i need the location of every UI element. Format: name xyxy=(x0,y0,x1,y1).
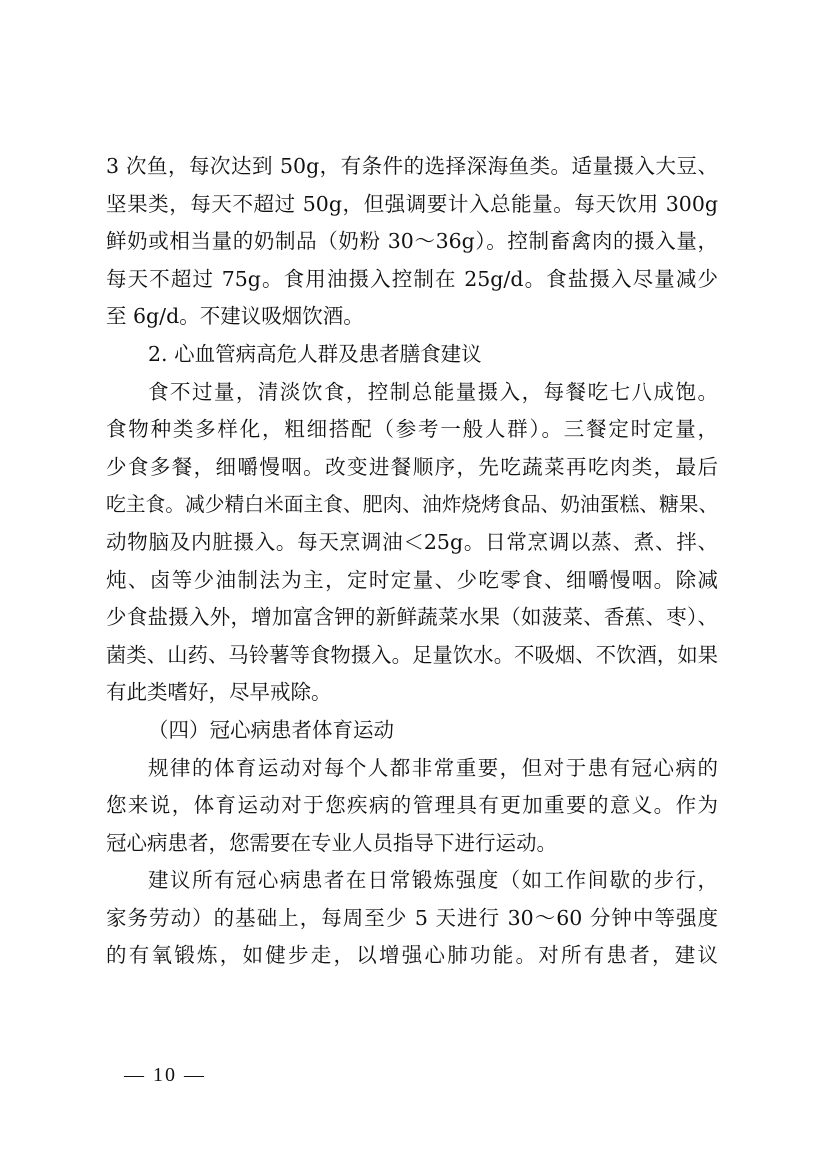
paragraph-line: 吃主食。减少精白米面主食、肥肉、油炸烧烤食品、奶油蛋糕、糖果、 xyxy=(106,493,719,517)
paragraph-line: 建议所有冠心病患者在日常锻炼强度（如工作间歇的步行， xyxy=(148,868,718,893)
paragraph-line: 动物脑及内脏摄入。每天烹调油＜25g。日常烹调以蒸、煮、拌、 xyxy=(106,529,718,554)
paragraph-line: 您来说，体育运动对于您疾病的管理具有更加重要的意义。作为 xyxy=(106,793,718,818)
paragraph-line: 食不过量，清淡饮食，控制总能量摄入，每餐吃七八成饱。 xyxy=(148,379,718,404)
paragraph-line: 少食多餐，细嚼慢咽。改变进餐顺序，先吃蔬菜再吃肉类，最后 xyxy=(106,454,718,479)
paragraph-line: 至 6g/d。不建议吸烟饮酒。 xyxy=(106,304,364,329)
page-number: — 10 — xyxy=(124,1064,206,1086)
paragraph-line: 规律的体育运动对每个人都非常重要，但对于患有冠心病的 xyxy=(148,755,718,780)
section-heading-diet-advice: 2. 心血管病高危人群及患者膳食建议 xyxy=(148,341,482,366)
paragraph-line: 家务劳动）的基础上，每周至少 5 天进行 30～60 分钟中等强度 xyxy=(106,905,718,930)
body-text xyxy=(106,148,718,975)
paragraph-line: 冠心病患者，您需要在专业人员指导下进行运动。 xyxy=(106,830,557,855)
paragraph-line: 的有氧锻炼，如健步走，以增强心肺功能。对所有患者，建议 xyxy=(106,943,718,968)
paragraph-line: 鲜奶或相当量的奶制品（奶粉 30～36g）。控制畜禽肉的摄入量， xyxy=(106,229,718,254)
section-heading-exercise: （四）冠心病患者体育运动 xyxy=(148,717,394,742)
paragraph-line: 每天不超过 75g。食用油摄入控制在 25g/d。食盐摄入尽量减少 xyxy=(106,266,718,291)
paragraph-line: 炖、卤等少油制法为主，定时定量、少吃零食、细嚼慢咽。除减 xyxy=(106,567,718,592)
paragraph-line: 3 次鱼，每次达到 50g，有条件的选择深海鱼类。适量摄入大豆、 xyxy=(106,154,718,178)
paragraph-line: 有此类嗜好，尽早戒除。 xyxy=(106,680,332,705)
paragraph-line: 少食盐摄入外，增加富含钾的新鲜蔬菜水果（如菠菜、香蕉、枣）、 xyxy=(106,605,718,630)
paragraph-line: 菌类、山药、马铃薯等食物摄入。足量饮水。不吸烟、不饮酒，如果 xyxy=(106,642,718,667)
paragraph-line: 坚果类，每天不超过 50g，但强调要计入总能量。每天饮用 300g xyxy=(106,191,718,216)
paragraph-line: 食物种类多样化，粗细搭配（参考一般人群）。三餐定时定量， xyxy=(106,417,718,442)
